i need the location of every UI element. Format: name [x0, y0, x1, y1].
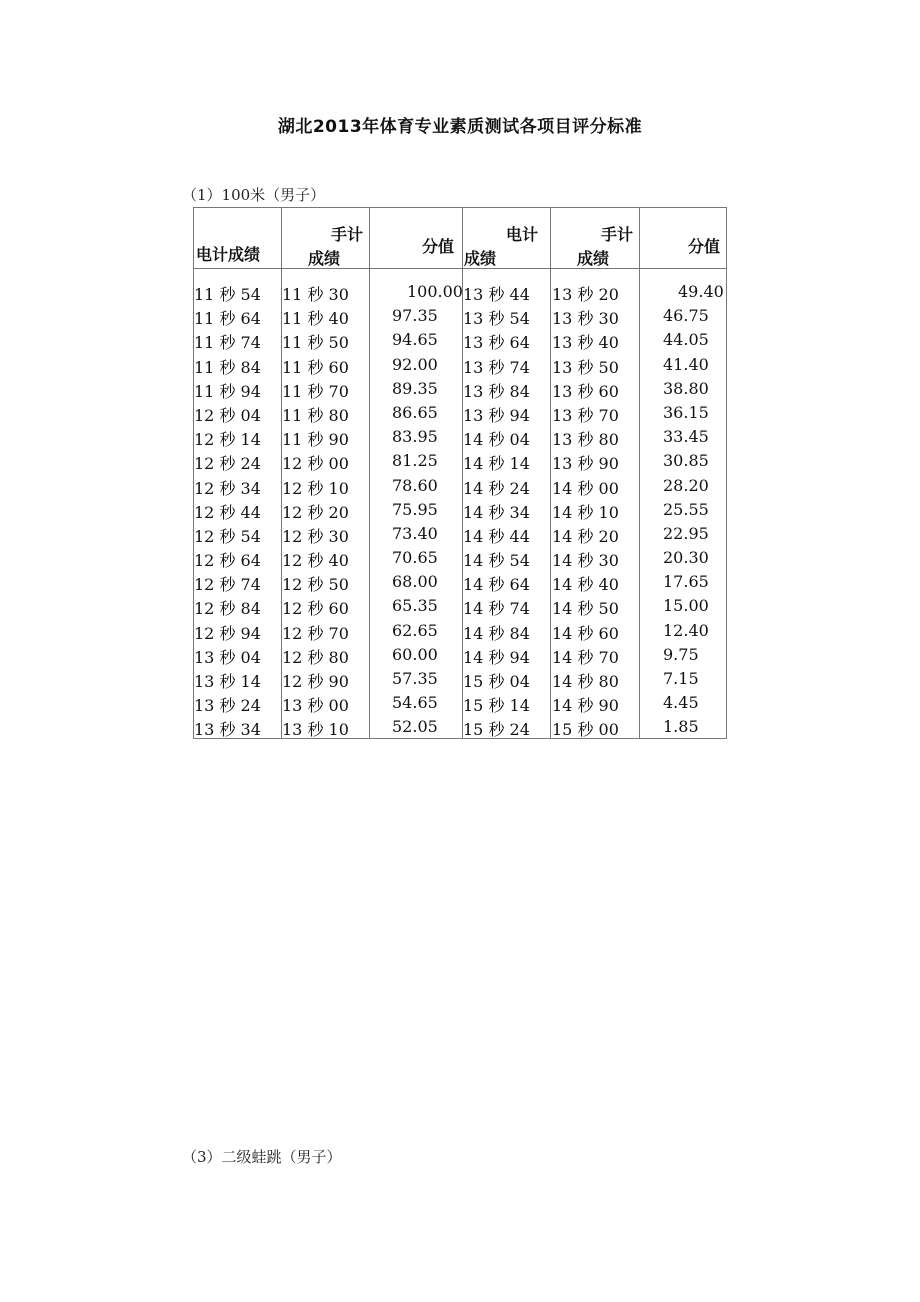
- cell-hand-time: 12 秒 10: [282, 478, 349, 498]
- cell-score: 30.85: [663, 451, 709, 471]
- header-divider: [194, 268, 726, 269]
- cell-score: 52.05: [392, 717, 438, 737]
- cell-score: 41.40: [663, 354, 709, 374]
- header-cell: [370, 208, 462, 268]
- header-electronic-time-2-line1: 电计: [505, 225, 538, 244]
- section-label-frog-jump: （3）二级蛙跳（男子）: [182, 1148, 342, 1166]
- cell-electronic-time: 11 秒 74: [194, 333, 261, 353]
- cell-score: 49.40: [678, 282, 724, 301]
- cell-score: 20.30: [663, 548, 709, 568]
- cell-hand-time: 12 秒 50: [282, 575, 349, 595]
- cell-electronic-time: 14 秒 74: [463, 599, 530, 619]
- cell-score: 28.20: [663, 475, 709, 495]
- cell-score: 15.00: [663, 596, 709, 616]
- cell-electronic-time: 14 秒 54: [463, 551, 530, 571]
- table-row: [194, 282, 726, 306]
- cell-electronic-time: 15 秒 04: [463, 672, 530, 691]
- cell-electronic-time: 14 秒 44: [463, 526, 530, 546]
- header-hand-time-line1: 手计: [330, 225, 363, 244]
- table-row: [194, 621, 726, 645]
- table-row: [194, 717, 726, 741]
- cell-electronic-time: 14 秒 04: [463, 430, 530, 450]
- cell-electronic-time: 13 秒 04: [194, 647, 261, 667]
- cell-score: 4.45: [663, 693, 699, 713]
- cell-score: 81.25: [392, 451, 438, 471]
- table-row: [194, 596, 726, 620]
- cell-hand-time: 13 秒 40: [552, 333, 619, 353]
- cell-score: 12.40: [663, 620, 709, 640]
- cell-electronic-time: 13 秒 74: [463, 357, 530, 377]
- cell-hand-time: 13 秒 30: [552, 309, 619, 329]
- cell-electronic-time: 14 秒 84: [463, 623, 530, 643]
- cell-hand-time: 14 秒 00: [552, 478, 619, 498]
- cell-electronic-time: 12 秒 94: [194, 623, 261, 643]
- cell-score: 65.35: [392, 596, 438, 616]
- cell-score: 78.60: [392, 475, 438, 495]
- cell-electronic-time: 15 秒 14: [463, 696, 530, 716]
- table-row: [194, 548, 726, 572]
- cell-electronic-time: 12 秒 74: [194, 575, 261, 595]
- cell-hand-time: 12 秒 30: [282, 526, 349, 546]
- cell-score: 94.65: [392, 330, 438, 350]
- cell-score: 25.55: [663, 499, 709, 519]
- cell-hand-time: 14 秒 20: [552, 526, 619, 546]
- cell-hand-time: 13 秒 50: [552, 357, 619, 377]
- cell-hand-time: 14 秒 10: [552, 502, 619, 522]
- scoring-table: [193, 207, 727, 739]
- cell-score: 17.65: [663, 572, 709, 592]
- cell-hand-time: 12 秒 90: [282, 672, 349, 691]
- header-electronic-time: 电计成绩: [196, 245, 261, 264]
- header-hand-time-2-line2: 成绩: [577, 249, 610, 268]
- table-row: [194, 669, 726, 693]
- cell-hand-time: 12 秒 20: [282, 502, 349, 522]
- cell-electronic-time: 13 秒 14: [194, 672, 261, 691]
- cell-electronic-time: 13 秒 44: [463, 285, 530, 304]
- header-score: 分值: [421, 237, 454, 256]
- cell-hand-time: 11 秒 90: [282, 430, 349, 450]
- cell-hand-time: 11 秒 50: [282, 333, 349, 353]
- cell-electronic-time: 11 秒 94: [194, 381, 261, 401]
- cell-electronic-time: 12 秒 54: [194, 526, 261, 546]
- cell-score: 100.00: [407, 282, 463, 301]
- cell-electronic-time: 12 秒 24: [194, 454, 261, 474]
- cell-hand-time: 13 秒 10: [282, 720, 349, 740]
- table-row: [194, 403, 726, 427]
- header-hand-time-2-line1: 手计: [600, 225, 633, 244]
- cell-score: 86.65: [392, 402, 438, 422]
- cell-electronic-time: 11 秒 84: [194, 357, 261, 377]
- cell-hand-time: 12 秒 70: [282, 623, 349, 643]
- cell-hand-time: 13 秒 20: [552, 285, 619, 304]
- cell-electronic-time: 13 秒 84: [463, 381, 530, 401]
- cell-electronic-time: 12 秒 34: [194, 478, 261, 498]
- cell-hand-time: 14 秒 70: [552, 647, 619, 667]
- cell-hand-time: 13 秒 00: [282, 696, 349, 716]
- header-score-2: 分值: [687, 237, 720, 256]
- cell-score: 75.95: [392, 499, 438, 519]
- cell-hand-time: 13 秒 70: [552, 405, 619, 425]
- cell-score: 83.95: [392, 427, 438, 447]
- cell-hand-time: 13 秒 60: [552, 381, 619, 401]
- header-cell: [551, 208, 639, 268]
- cell-score: 22.95: [663, 523, 709, 543]
- section-label-100m: （1）100米（男子）: [182, 186, 326, 204]
- cell-hand-time: 11 秒 70: [282, 381, 349, 401]
- cell-electronic-time: 11 秒 54: [194, 285, 261, 304]
- cell-hand-time: 14 秒 90: [552, 696, 619, 716]
- table-row: [194, 500, 726, 524]
- table-row: [194, 645, 726, 669]
- cell-electronic-time: 12 秒 04: [194, 405, 261, 425]
- table-row: [194, 693, 726, 717]
- cell-electronic-time: 13 秒 34: [194, 720, 261, 740]
- cell-electronic-time: 12 秒 44: [194, 502, 261, 522]
- cell-electronic-time: 14 秒 24: [463, 478, 530, 498]
- cell-score: 38.80: [663, 378, 709, 398]
- header-hand-time-line2: 成绩: [308, 249, 341, 268]
- cell-hand-time: 11 秒 30: [282, 285, 349, 304]
- cell-hand-time: 12 秒 40: [282, 551, 349, 571]
- cell-hand-time: 15 秒 00: [552, 720, 619, 740]
- cell-electronic-time: 11 秒 64: [194, 309, 261, 329]
- cell-score: 7.15: [663, 669, 699, 688]
- table-row: [194, 355, 726, 379]
- cell-score: 97.35: [392, 306, 438, 326]
- table-row: [194, 476, 726, 500]
- header-electronic-time-2-line2: 成绩: [464, 249, 497, 268]
- cell-score: 73.40: [392, 523, 438, 543]
- cell-electronic-time: 14 秒 34: [463, 502, 530, 522]
- cell-score: 92.00: [392, 354, 438, 374]
- table-row: [194, 379, 726, 403]
- cell-score: 70.65: [392, 548, 438, 568]
- cell-electronic-time: 15 秒 24: [463, 720, 530, 740]
- cell-score: 33.45: [663, 427, 709, 447]
- page-title: 湖北2013年体育专业素质测试各项目评分标准: [277, 117, 643, 137]
- cell-electronic-time: 13 秒 54: [463, 309, 530, 329]
- cell-score: 9.75: [663, 644, 699, 664]
- cell-hand-time: 14 秒 40: [552, 575, 619, 595]
- cell-score: 89.35: [392, 378, 438, 398]
- cell-score: 54.65: [392, 693, 438, 713]
- cell-score: 57.35: [392, 669, 438, 688]
- table-row: [194, 427, 726, 451]
- table-row: [194, 572, 726, 596]
- cell-hand-time: 14 秒 60: [552, 623, 619, 643]
- cell-electronic-time: 14 秒 94: [463, 647, 530, 667]
- table-row: [194, 306, 726, 330]
- header-cell: [282, 208, 369, 268]
- cell-hand-time: 11 秒 60: [282, 357, 349, 377]
- cell-hand-time: 11 秒 40: [282, 309, 349, 329]
- cell-hand-time: 14 秒 50: [552, 599, 619, 619]
- header-cell: [463, 208, 550, 268]
- table-row: [194, 524, 726, 548]
- cell-hand-time: 12 秒 00: [282, 454, 349, 474]
- cell-electronic-time: 12 秒 64: [194, 551, 261, 571]
- cell-electronic-time: 13 秒 94: [463, 405, 530, 425]
- table-body: [194, 282, 726, 742]
- cell-electronic-time: 12 秒 84: [194, 599, 261, 619]
- cell-hand-time: 12 秒 60: [282, 599, 349, 619]
- cell-hand-time: 11 秒 80: [282, 405, 349, 425]
- table-row: [194, 451, 726, 475]
- cell-electronic-time: 13 秒 24: [194, 696, 261, 716]
- cell-hand-time: 14 秒 80: [552, 672, 619, 691]
- cell-score: 62.65: [392, 620, 438, 640]
- cell-electronic-time: 12 秒 14: [194, 430, 261, 450]
- header-cell: [194, 208, 281, 268]
- table-row: [194, 330, 726, 354]
- cell-electronic-time: 14 秒 14: [463, 454, 530, 474]
- cell-score: 36.15: [663, 402, 709, 422]
- cell-score: 68.00: [392, 572, 438, 592]
- cell-score: 44.05: [663, 330, 709, 350]
- cell-score: 46.75: [663, 306, 709, 326]
- header-cell: [640, 208, 728, 268]
- cell-electronic-time: 14 秒 64: [463, 575, 530, 595]
- cell-score: 60.00: [392, 644, 438, 664]
- cell-hand-time: 13 秒 90: [552, 454, 619, 474]
- cell-hand-time: 13 秒 80: [552, 430, 619, 450]
- cell-score: 1.85: [663, 717, 699, 737]
- cell-hand-time: 12 秒 80: [282, 647, 349, 667]
- cell-electronic-time: 13 秒 64: [463, 333, 530, 353]
- cell-hand-time: 14 秒 30: [552, 551, 619, 571]
